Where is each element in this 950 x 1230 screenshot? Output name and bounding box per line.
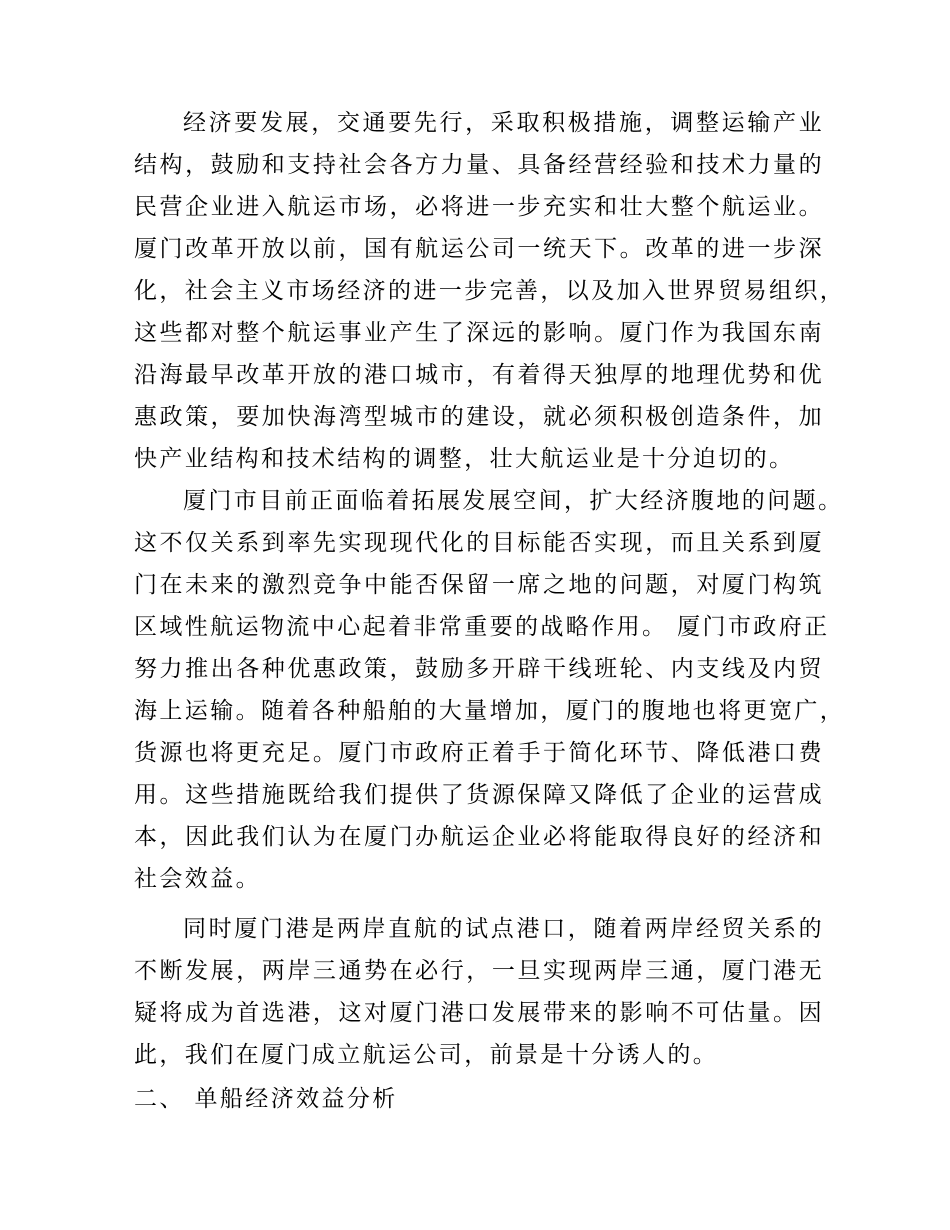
- paragraph-2-line-2: 这不仅关系到率先实现现代化的目标能否实现，而且关系到厦: [134, 530, 824, 556]
- paragraph-1-line-5: 化，社会主义市场经济的进一步完善，以及加入世界贸易组织，: [134, 278, 846, 304]
- paragraph-1-line-1: 经济要发展，交通要先行，采取积极措施，调整运输产业: [183, 110, 824, 136]
- paragraph-2-line-3: 门在未来的激烈竞争中能否保留一席之地的问题，对厦门构筑: [134, 572, 824, 598]
- paragraph-1-line-7: 沿海最早改革开放的港口城市，有着得天独厚的地理优势和优: [134, 362, 824, 388]
- paragraph-2-line-10: 社会效益。: [134, 866, 261, 892]
- paragraph-2-line-1: 厦门市目前正面临着拓展发展空间，扩大经济腹地的问题。: [183, 488, 844, 514]
- paragraph-2-line-6: 海上运输。随着各种船舶的大量增加，厦门的腹地也将更宽广，: [134, 698, 846, 724]
- paragraph-3-line-3: 疑将成为首选港，这对厦门港口发展带来的影响不可估量。因: [134, 1000, 824, 1026]
- paragraph-2-line-7: 货源也将更充足。厦门市政府正着手于简化环节、降低港口费: [134, 740, 824, 766]
- paragraph-2-line-9: 本，因此我们认为在厦门办航运企业必将能取得良好的经济和: [134, 824, 824, 850]
- paragraph-2-line-4: 区域性航运物流中心起着非常重要的战略作用。 厦门市政府正: [134, 614, 830, 640]
- paragraph-3-line-4: 此，我们在厦门成立航运公司，前景是十分诱人的。: [134, 1042, 719, 1068]
- paragraph-1-line-9: 快产业结构和技术结构的调整，壮大航运业是十分迫切的。: [134, 446, 795, 472]
- paragraph-1-line-6: 这些都对整个航运事业产生了深远的影响。厦门作为我国东南: [134, 320, 824, 346]
- paragraph-3-line-2: 不断发展，两岸三通势在必行，一旦实现两岸三通，厦门港无: [134, 958, 824, 984]
- paragraph-1-line-2: 结构，鼓励和支持社会各方力量、具备经营经验和技术力量的: [134, 152, 824, 178]
- paragraph-1-line-8: 惠政策，要加快海湾型城市的建设，就必须积极创造条件，加: [134, 404, 824, 430]
- paragraph-1-line-3: 民营企业进入航运市场，必将进一步充实和壮大整个航运业。: [134, 194, 824, 220]
- section-heading: 二、 单船经济效益分析: [134, 1086, 398, 1112]
- paragraph-3-line-1: 同时厦门港是两岸直航的试点港口，随着两岸经贸关系的: [183, 916, 824, 942]
- paragraph-2-line-5: 努力推出各种优惠政策，鼓励多开辟干线班轮、内支线及内贸: [134, 656, 824, 682]
- paragraph-2-line-8: 用。这些措施既给我们提供了货源保障又降低了企业的运营成: [134, 782, 824, 808]
- paragraph-1-line-4: 厦门改革开放以前，国有航运公司一统天下。改革的进一步深: [134, 236, 824, 262]
